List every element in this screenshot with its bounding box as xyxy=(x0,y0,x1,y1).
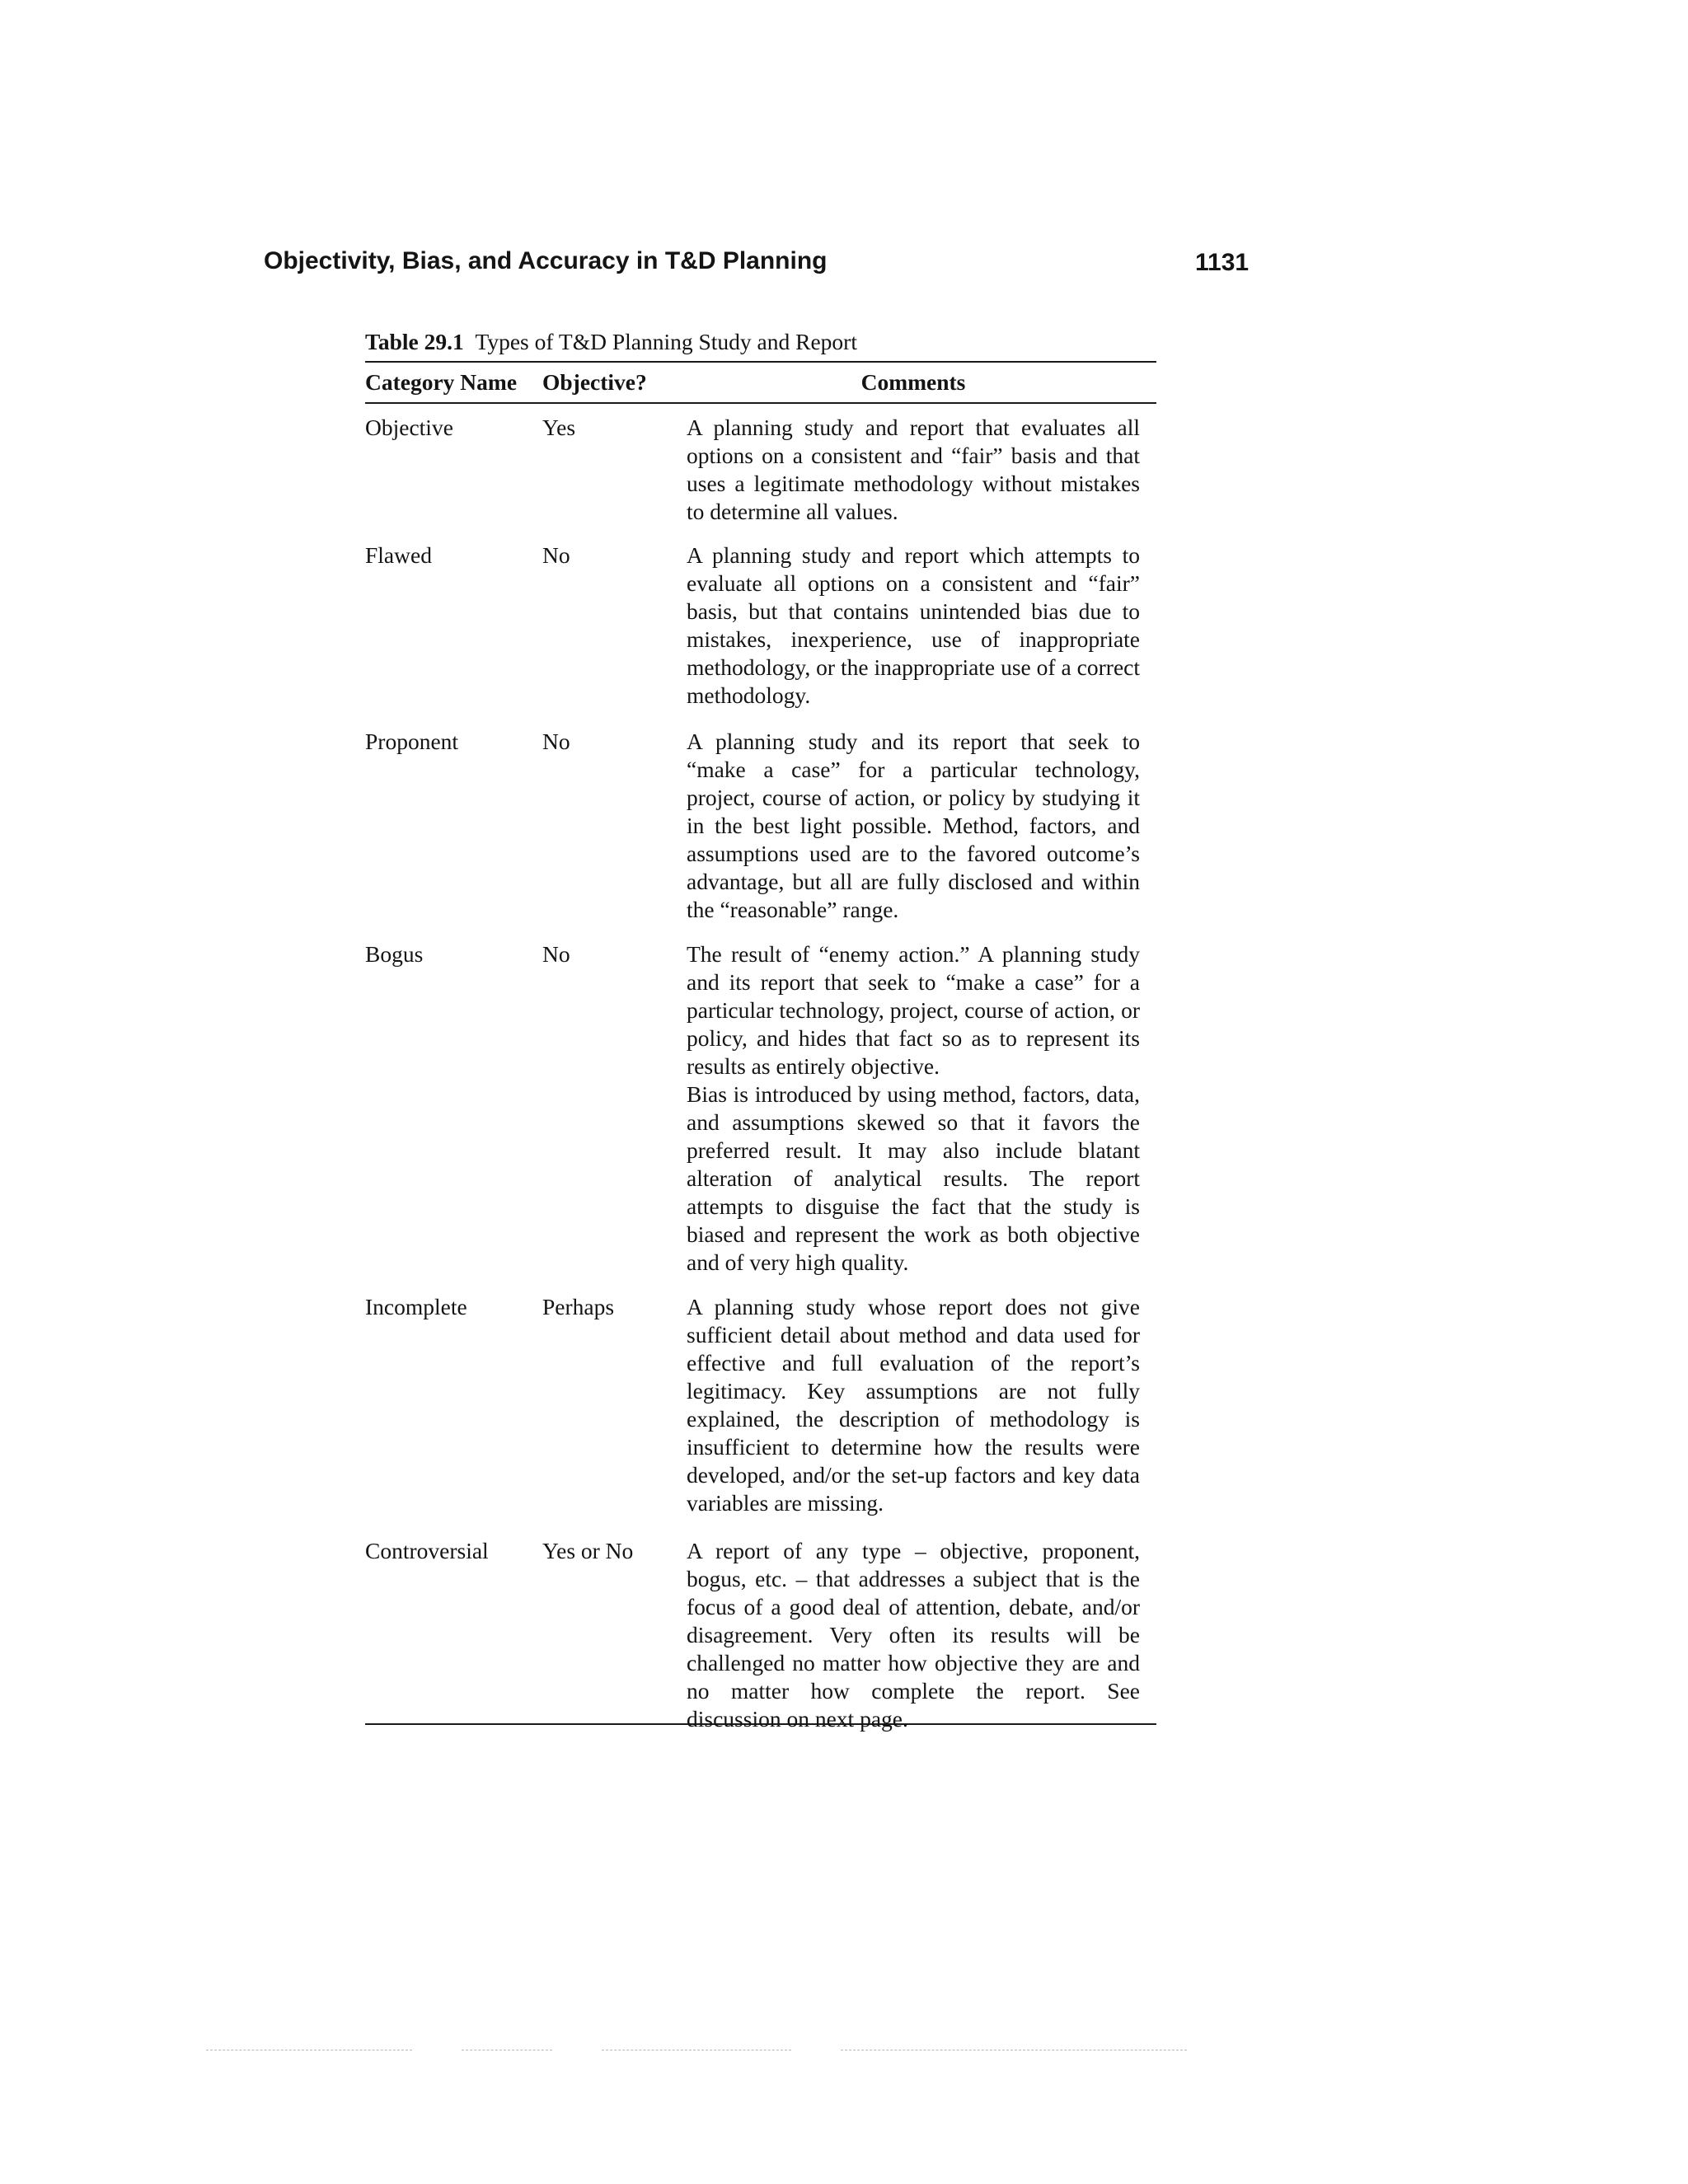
page-number: 1131 xyxy=(1195,249,1250,276)
row-category: Bogus xyxy=(365,941,424,967)
row-category: Objective xyxy=(365,415,453,440)
row-comments: The result of “enemy action.” A planning study and its report that seek to “make a case” for a particular technology, project, course of action, or policy, and hides that fact so as to represent its results as entirely objective. Bias is introduced by using method, factors, data, and assumptions skewed so that it favors the preferred result. It may also include blatant alteration of analytical results. The report attempts to disguise the fact that the study is biased and represent the work as both objective and of very high quality. xyxy=(687,941,1140,1275)
row-category: Controversial xyxy=(365,1538,489,1563)
scan-artifact-marks xyxy=(206,2050,1467,2053)
row-objective: No xyxy=(542,542,570,568)
row-comments: A report of any type – objective, proponent, bogus, etc. – that addresses a subject that is the focus of a good deal of attention, debate, and/or disagreement. Very often its results will be challenged no matter how objective they are and no matter how complete the report. See discussion on next page. xyxy=(687,1538,1140,1732)
scan-mark xyxy=(206,2050,412,2051)
table-row xyxy=(365,541,1156,728)
row-objective: Perhaps xyxy=(542,1294,615,1319)
row-comments: A planning study and its report that seek to “make a case” for a particular technology, project, course of action, or policy by studying it in the best light possible. Method, factors, and assumptions used are to the favored outcome’s advantage, but all are fully disclosed and within the “reasonable” range. xyxy=(687,729,1140,922)
table-row xyxy=(365,1293,1156,1537)
table-row xyxy=(365,414,1156,541)
row-category: Incomplete xyxy=(365,1294,467,1319)
table-header-row xyxy=(365,363,1156,402)
table-29-1 xyxy=(365,328,1156,1732)
row-objective: Yes xyxy=(542,415,576,440)
row-category: Proponent xyxy=(365,729,459,754)
row-objective: No xyxy=(542,941,570,967)
table-row xyxy=(365,1537,1156,1732)
table-caption-text: Types of T&D Planning Study and Report xyxy=(475,329,857,354)
row-comments: A planning study whose report does not give sufficient detail about method and data used for effective and full evaluation of the report’s legitimacy. Key assumptions are not fully explained, the description of methodology is insufficient to determine how the results were developed, and/or the set-up factors and key data variables are missing. xyxy=(687,1294,1140,1516)
row-category: Flawed xyxy=(365,542,432,568)
row-objective: Yes or No xyxy=(542,1538,634,1563)
row-comments: A planning study and report which attempts to evaluate all options on a consistent and “fair” basis, but that contains unintended bias due to mistakes, inexperience, use of inappropriate methodology, or the inappropriate use of a correct methodology. xyxy=(687,542,1140,708)
table-caption-label: Table 29.1 xyxy=(365,329,464,354)
header-objective: Objective? xyxy=(542,369,647,395)
table-row xyxy=(365,940,1156,1293)
scan-mark xyxy=(841,2050,1187,2051)
scan-mark xyxy=(602,2050,791,2051)
table-row xyxy=(365,728,1156,940)
table-body xyxy=(365,404,1156,1732)
running-head: Objectivity, Bias, and Accuracy in T&D Planning xyxy=(264,247,828,274)
header-category: Category Name xyxy=(365,369,518,395)
table-caption xyxy=(365,328,1156,361)
row-comments: A planning study and report that evaluates all options on a consistent and “fair” basis and that uses a legitimate methodology without mistakes to determine all values. xyxy=(687,415,1140,524)
scan-mark xyxy=(462,2050,552,2051)
header-comments: Comments xyxy=(860,369,966,395)
row-objective: No xyxy=(542,729,570,754)
